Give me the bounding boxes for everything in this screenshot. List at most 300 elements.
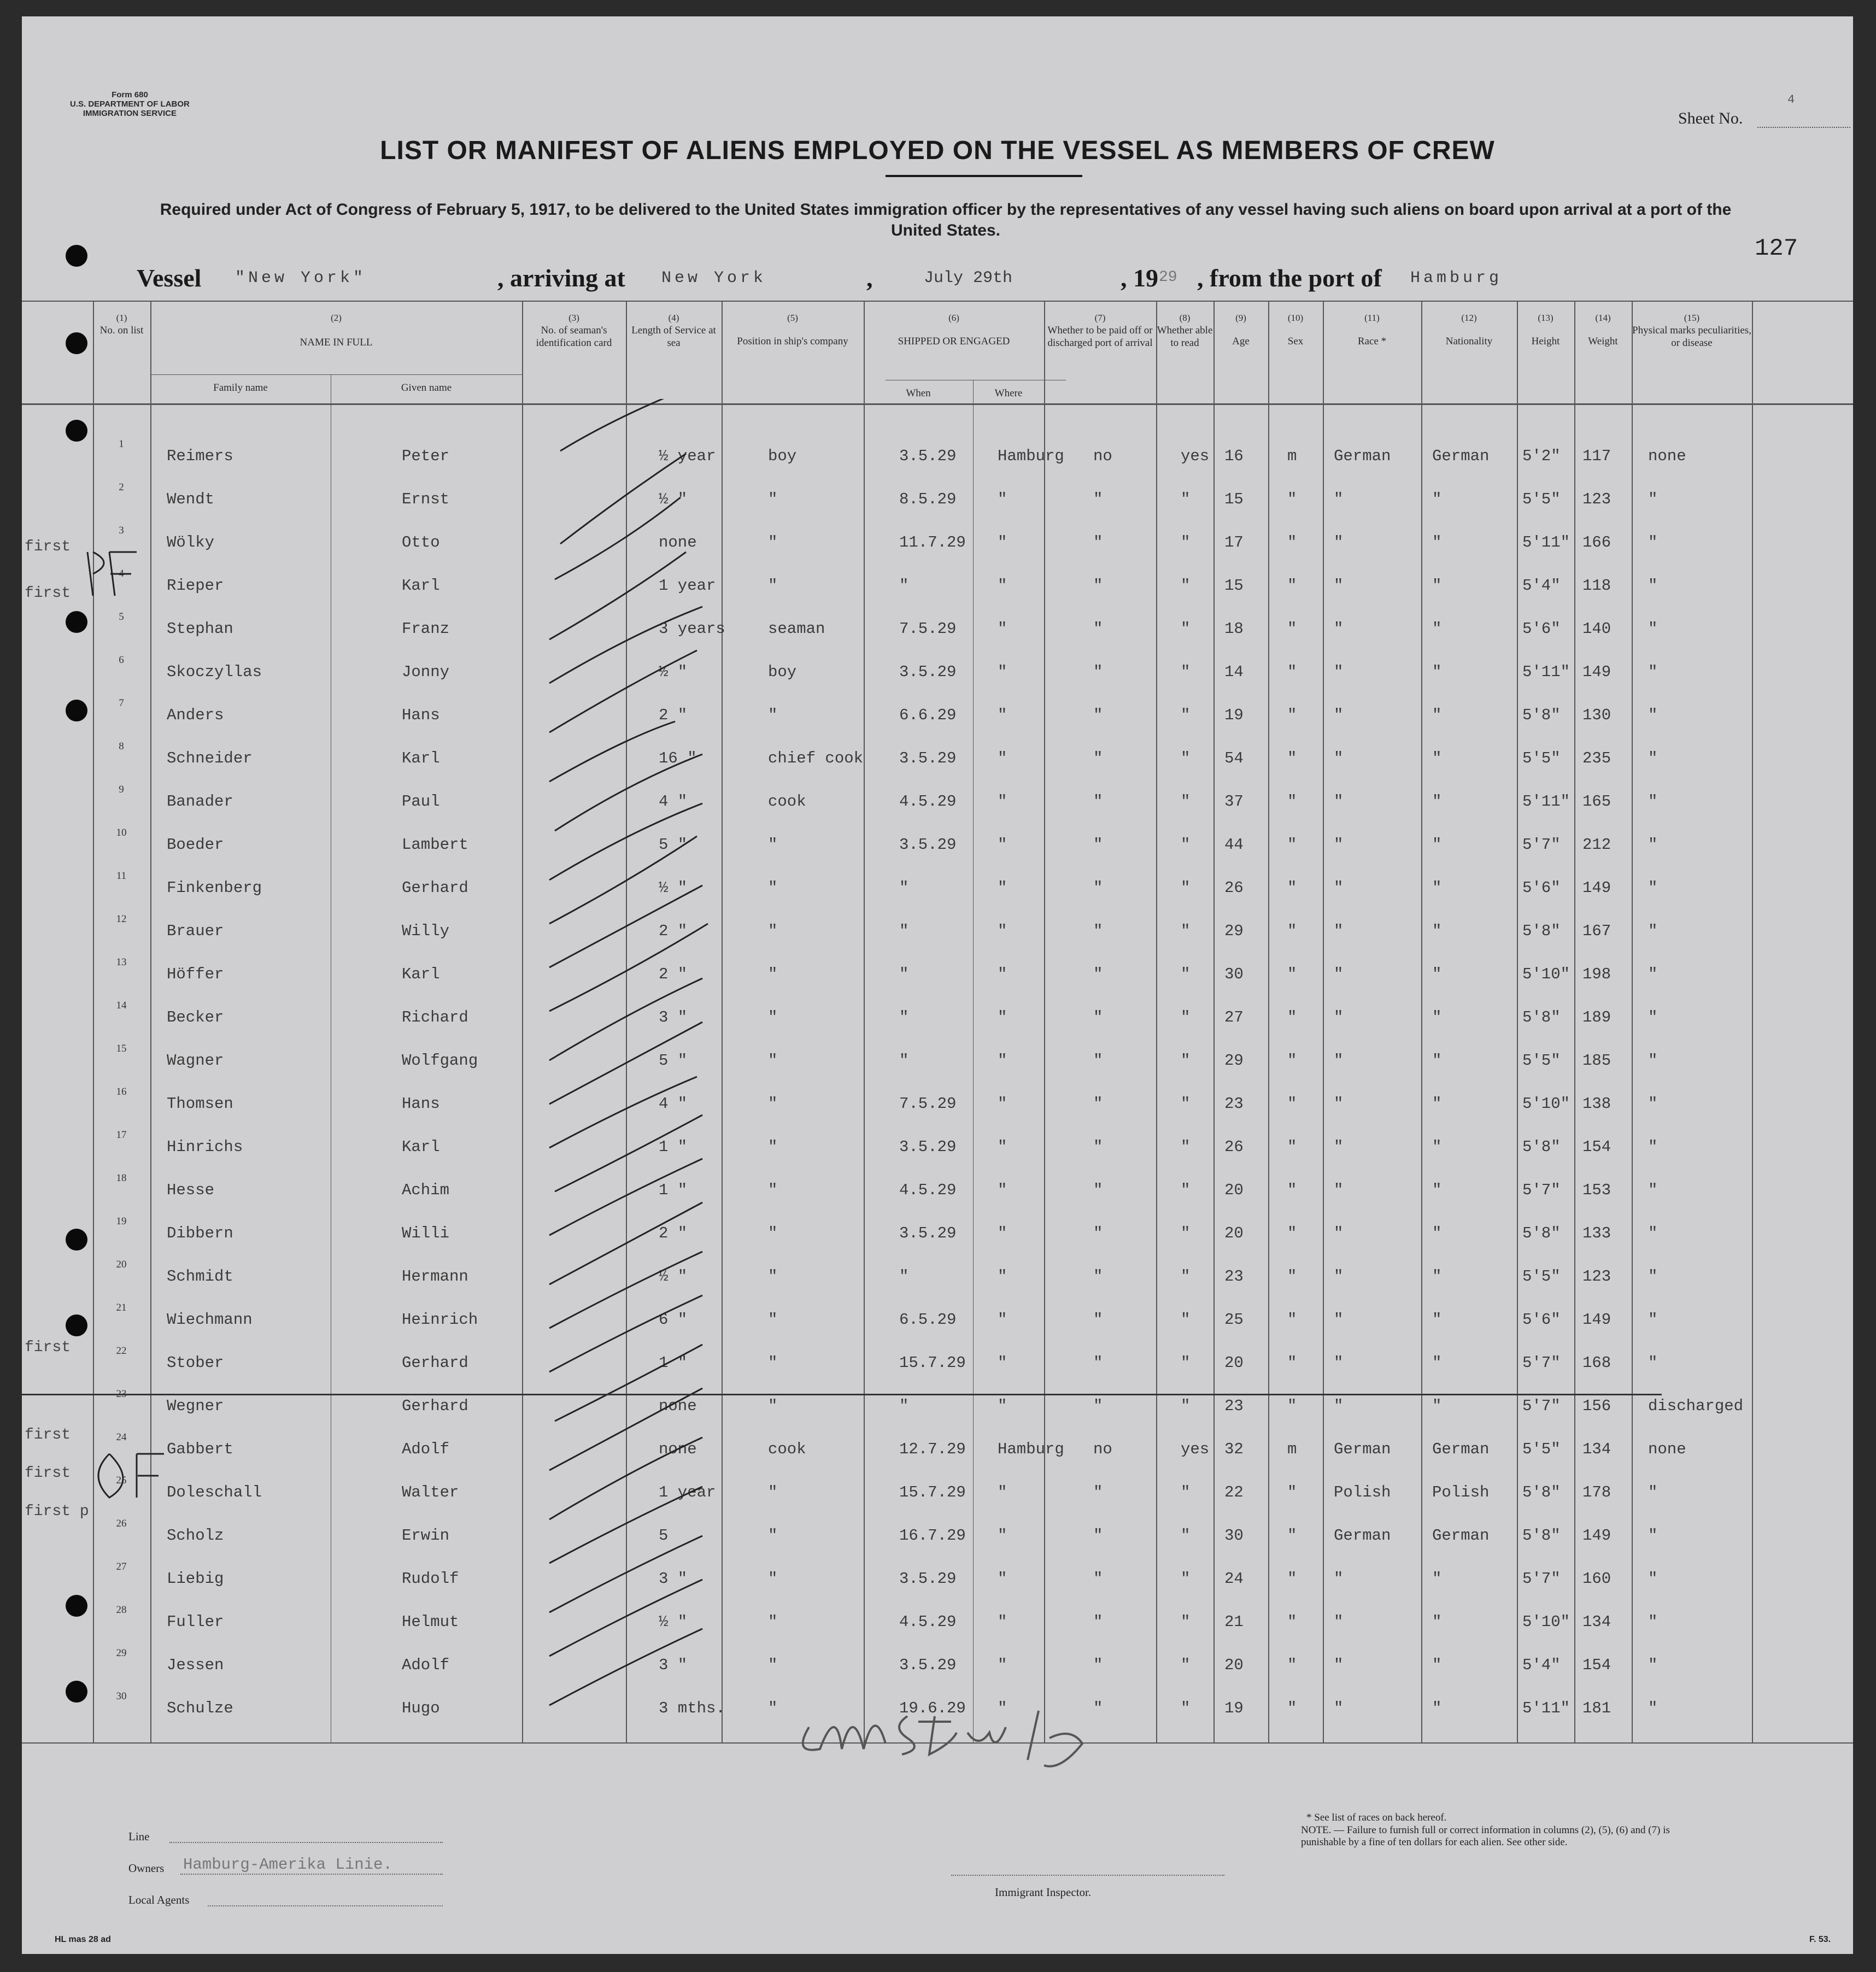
row-number: 15 (116, 1043, 127, 1054)
cell-shipped-where: " (998, 1311, 1007, 1329)
cell-height: 5'6" (1522, 1311, 1561, 1329)
cell-given-name: Richard (402, 1008, 468, 1026)
cell-service-length: ½ " (659, 1613, 688, 1631)
cell-shipped-when: " (899, 965, 909, 983)
cell-race: " (1334, 1224, 1344, 1242)
cell-paid-off: " (1093, 490, 1103, 508)
cell-sex: " (1287, 836, 1297, 854)
cell-race: " (1334, 577, 1344, 595)
cell-service-length: 16 " (659, 749, 697, 767)
cell-weight: 123 (1582, 490, 1611, 508)
cell-race: Polish (1334, 1483, 1391, 1501)
cell-service-length: 6 " (659, 1311, 688, 1329)
cell-family-name: Wiechmann (167, 1311, 253, 1329)
cell-weight: 149 (1582, 1527, 1611, 1545)
cell-nationality: " (1432, 1311, 1442, 1329)
cell-family-name: Rieper (167, 577, 224, 595)
cell-family-name: Schmidt (167, 1267, 233, 1286)
cell-family-name: Reimers (167, 447, 233, 465)
cell-able-to-read: " (1181, 1224, 1191, 1242)
cell-given-name: Gerhard (402, 1397, 468, 1415)
cell-given-name: Hugo (402, 1699, 440, 1717)
cell-able-to-read: " (1181, 490, 1191, 508)
cell-height: 5'8" (1522, 922, 1561, 940)
cell-family-name: Brauer (167, 922, 224, 940)
cell-family-name: Finkenberg (167, 879, 262, 897)
row-number: 14 (116, 1000, 127, 1011)
punch-hole (66, 1595, 87, 1617)
cell-given-name: Karl (402, 577, 440, 595)
cell-sex: " (1287, 879, 1297, 897)
cell-age: 26 (1224, 1138, 1244, 1156)
arriving-label: , arriving at (497, 264, 625, 292)
cell-weight: 149 (1582, 663, 1611, 681)
cell-paid-off: " (1093, 1311, 1103, 1329)
row-number: 13 (116, 956, 127, 968)
cell-shipped-where: " (998, 1483, 1007, 1501)
cell-position: chief cook (768, 749, 864, 767)
cell-height: 5'8" (1522, 1008, 1561, 1026)
cell-height: 5'8" (1522, 1138, 1561, 1156)
cell-height: 5'8" (1522, 1483, 1561, 1501)
cell-sex: " (1287, 1138, 1297, 1156)
cell-given-name: Heinrich (402, 1311, 478, 1329)
cell-height: 5'6" (1522, 620, 1561, 638)
cell-paid-off: " (1093, 663, 1103, 681)
cell-able-to-read: " (1181, 1527, 1191, 1545)
cell-nationality: German (1432, 1440, 1490, 1458)
cell-age: 19 (1224, 1699, 1244, 1717)
cell-service-length: 2 " (659, 922, 688, 940)
cell-shipped-where: Hamburg (998, 447, 1064, 465)
cell-sex: " (1287, 533, 1297, 551)
margin-note-row-22: first (25, 1339, 71, 1356)
cell-given-name: Gerhard (402, 879, 468, 897)
cell-given-name: Jonny (402, 663, 450, 681)
cell-age: 17 (1224, 533, 1244, 551)
cell-shipped-when: 19.6.29 (899, 1699, 966, 1717)
header-id-card: (3) No. of seaman's identification card (536, 313, 612, 349)
cell-race: " (1334, 1095, 1344, 1113)
margin-note-row-3: first (25, 538, 71, 555)
cell-height: 5'5" (1522, 1052, 1561, 1070)
cell-shipped-when: " (899, 1052, 909, 1070)
cell-nationality: " (1432, 965, 1442, 983)
cell-marks: " (1648, 879, 1658, 897)
header-height: (13) Height (1531, 313, 1560, 347)
cell-service-length: 1 " (659, 1138, 688, 1156)
cell-shipped-when: 4.5.29 (899, 1613, 957, 1631)
cell-age: 24 (1224, 1570, 1244, 1588)
cell-marks: none (1648, 447, 1686, 465)
cell-shipped-when: 3.5.29 (899, 836, 957, 854)
cell-able-to-read: " (1181, 620, 1191, 638)
cell-given-name: Hans (402, 706, 440, 724)
cell-given-name: Willy (402, 922, 450, 940)
cell-able-to-read: " (1181, 1267, 1191, 1286)
header-nationality: (12) Nationality (1445, 313, 1493, 347)
cell-able-to-read: " (1181, 577, 1191, 595)
cell-paid-off: " (1093, 879, 1103, 897)
cell-family-name: Gabbert (167, 1440, 233, 1458)
cell-able-to-read: " (1181, 965, 1191, 983)
cell-shipped-where: " (998, 1224, 1007, 1242)
cell-race: " (1334, 1397, 1344, 1415)
cell-height: 5'6" (1522, 879, 1561, 897)
cell-service-length: 5 " (659, 1052, 688, 1070)
punch-hole (66, 1229, 87, 1251)
row-number: 8 (119, 741, 124, 752)
cell-shipped-when: 3.5.29 (899, 749, 957, 767)
cell-marks: " (1648, 836, 1658, 854)
cell-age: 30 (1224, 1527, 1244, 1545)
cell-race: " (1334, 836, 1344, 854)
cell-family-name: Dibbern (167, 1224, 233, 1242)
cell-shipped-when: " (899, 577, 909, 595)
cell-race: " (1334, 749, 1344, 767)
cell-weight: 178 (1582, 1483, 1611, 1501)
cell-service-length: 5 (659, 1527, 669, 1545)
cell-service-length: 3 " (659, 1008, 688, 1026)
cell-sex: " (1287, 1656, 1297, 1674)
page-subtitle: Required under Act of Congress of February 5, 1917, to be delivered to the United States immigration officer by the representatives of any vessel having such aliens on board upon arrival at a port of the United States. (160, 201, 1732, 239)
owners-value: Hamburg-Amerika Linie. (183, 1856, 392, 1874)
header-no: (1) No. on list (99, 313, 144, 336)
cell-able-to-read: " (1181, 1095, 1191, 1113)
cell-nationality: " (1432, 1656, 1442, 1674)
cell-position: " (768, 1397, 778, 1415)
cell-service-length: 3 " (659, 1656, 688, 1674)
cell-height: 5'5" (1522, 1440, 1561, 1458)
cell-marks: " (1648, 577, 1658, 595)
cell-shipped-when: 7.5.29 (899, 1095, 957, 1113)
cell-race: " (1334, 620, 1344, 638)
cell-race: " (1334, 965, 1344, 983)
cell-weight: 130 (1582, 706, 1611, 724)
cell-nationality: German (1432, 447, 1490, 465)
cell-shipped-when: 6.6.29 (899, 706, 957, 724)
cell-marks: " (1648, 793, 1658, 811)
cell-position: " (768, 1570, 778, 1588)
cell-shipped-when: 8.5.29 (899, 490, 957, 508)
header-position: (5) Position in ship's company (737, 313, 848, 347)
cell-given-name: Adolf (402, 1656, 450, 1674)
cell-age: 23 (1224, 1267, 1244, 1286)
cell-age: 37 (1224, 793, 1244, 811)
cell-marks: " (1648, 1181, 1658, 1199)
cell-shipped-when: " (899, 1267, 909, 1286)
cell-family-name: Becker (167, 1008, 224, 1026)
cell-height: 5'7" (1522, 1354, 1561, 1372)
header-given-name: Given name (401, 382, 452, 394)
cell-shipped-where: " (998, 1354, 1007, 1372)
cell-nationality: Polish (1432, 1483, 1490, 1501)
cell-position: " (768, 1138, 778, 1156)
cell-position: " (768, 836, 778, 854)
cell-position: boy (768, 663, 797, 681)
cell-paid-off: " (1093, 922, 1103, 940)
cell-able-to-read: " (1181, 879, 1191, 897)
cell-age: 19 (1224, 706, 1244, 724)
cell-nationality: " (1432, 749, 1442, 767)
cell-race: " (1334, 533, 1344, 551)
cell-position: " (768, 1483, 778, 1501)
cell-paid-off: " (1093, 1181, 1103, 1199)
cell-age: 20 (1224, 1354, 1244, 1372)
cell-sex: m (1287, 447, 1297, 465)
cell-race: " (1334, 1699, 1344, 1717)
cell-height: 5'4" (1522, 577, 1561, 595)
cell-age: 32 (1224, 1440, 1244, 1458)
cell-shipped-where: " (998, 1613, 1007, 1631)
cell-service-length: 1 year (659, 577, 716, 595)
cell-weight: 140 (1582, 620, 1611, 638)
cell-service-length: 1 " (659, 1181, 688, 1199)
cell-shipped-where: " (998, 1095, 1007, 1113)
cell-position: " (768, 922, 778, 940)
cell-age: 27 (1224, 1008, 1244, 1026)
cell-able-to-read: " (1181, 1354, 1191, 1372)
cell-shipped-where: " (998, 1527, 1007, 1545)
header-shipped: (6) SHIPPED OR ENGAGED (898, 313, 1010, 347)
header-where: Where (994, 388, 1023, 399)
cell-family-name: Wagner (167, 1052, 224, 1070)
cell-shipped-where: " (998, 879, 1007, 897)
cell-able-to-read: " (1181, 663, 1191, 681)
cell-race: " (1334, 1354, 1344, 1372)
cell-marks: " (1648, 1095, 1658, 1113)
arrival-date: July 29th (924, 269, 1013, 287)
cell-family-name: Thomsen (167, 1095, 233, 1113)
cell-family-name: Fuller (167, 1613, 224, 1631)
cell-position: " (768, 1613, 778, 1631)
cell-height: 5'7" (1522, 1181, 1561, 1199)
header-name: (2) NAME IN FULL (300, 313, 373, 348)
cell-given-name: Peter (402, 447, 450, 465)
form-number: Form 680 (112, 90, 148, 99)
cell-shipped-when: 15.7.29 (899, 1483, 966, 1501)
cell-sex: " (1287, 620, 1297, 638)
cell-paid-off: " (1093, 1354, 1103, 1372)
cell-nationality: " (1432, 1699, 1442, 1717)
cell-marks: " (1648, 1699, 1658, 1717)
cell-nationality: " (1432, 1138, 1442, 1156)
cell-sex: " (1287, 922, 1297, 940)
cell-able-to-read: " (1181, 1570, 1191, 1588)
inspector-signature (787, 1683, 1142, 1782)
cell-shipped-when: 3.5.29 (899, 663, 957, 681)
cell-able-to-read: " (1181, 793, 1191, 811)
cell-position: " (768, 1311, 778, 1329)
header-service: (4) Length of Service at sea (631, 313, 716, 349)
cell-family-name: Skoczyllas (167, 663, 262, 681)
cell-position: cook (768, 793, 806, 811)
cell-able-to-read: " (1181, 1699, 1191, 1717)
cell-able-to-read: " (1181, 1052, 1191, 1070)
cell-nationality: German (1432, 1527, 1490, 1545)
cell-sex: " (1287, 490, 1297, 508)
cell-paid-off: " (1093, 1527, 1103, 1545)
cell-given-name: Karl (402, 1138, 440, 1156)
cell-weight: 156 (1582, 1397, 1611, 1415)
header-paid-off: (7) Whether to be paid off or discharged port of arrival (1047, 313, 1153, 349)
cell-paid-off: " (1093, 965, 1103, 983)
cell-position: " (768, 1354, 778, 1372)
cell-age: 54 (1224, 749, 1244, 767)
cell-marks: " (1648, 490, 1658, 508)
cell-able-to-read: " (1181, 1181, 1191, 1199)
cell-nationality: " (1432, 577, 1442, 595)
cell-race: " (1334, 1138, 1344, 1156)
punch-hole (66, 700, 87, 721)
cell-position: " (768, 1181, 778, 1199)
cell-sex: " (1287, 1483, 1297, 1501)
manifest-sheet (22, 16, 1853, 1954)
cell-able-to-read: " (1181, 749, 1191, 767)
cell-given-name: Otto (402, 533, 440, 551)
cell-height: 5'7" (1522, 1570, 1561, 1588)
cell-given-name: Karl (402, 749, 440, 767)
cell-sex: " (1287, 577, 1297, 595)
vessel-label: Vessel (137, 264, 202, 292)
cell-able-to-read: " (1181, 1311, 1191, 1329)
cell-height: 5'11" (1522, 793, 1570, 811)
cell-sex: " (1287, 793, 1297, 811)
races-footnote: * See list of races on back hereof. (1306, 1812, 1447, 1823)
cell-given-name: Helmut (402, 1613, 459, 1631)
cell-nationality: " (1432, 706, 1442, 724)
row-number: 10 (116, 827, 127, 838)
cell-shipped-where: " (998, 706, 1007, 724)
cell-age: 15 (1224, 577, 1244, 595)
header-sex: (10) Sex (1287, 313, 1304, 347)
cell-shipped-when: 4.5.29 (899, 1181, 957, 1199)
row-number: 25 (116, 1475, 127, 1486)
cell-age: 20 (1224, 1656, 1244, 1674)
cell-given-name: Wolfgang (402, 1052, 478, 1070)
cell-sex: " (1287, 965, 1297, 983)
cell-nationality: " (1432, 1181, 1442, 1199)
punch-hole (66, 1681, 87, 1703)
header-marks: (15) Physical marks peculiarities, or disease (1632, 313, 1751, 349)
cell-family-name: Höffer (167, 965, 224, 983)
cell-weight: 153 (1582, 1181, 1611, 1199)
sheet-label: Sheet No. (1678, 109, 1743, 127)
row-number: 3 (119, 525, 124, 536)
cell-age: 44 (1224, 836, 1244, 854)
cell-age: 22 (1224, 1483, 1244, 1501)
cell-marks: " (1648, 1656, 1658, 1674)
cell-family-name: Banader (167, 793, 233, 811)
row-number: 29 (116, 1647, 127, 1659)
inspector-field (951, 1875, 1224, 1876)
cell-weight: 149 (1582, 879, 1611, 897)
cell-family-name: Scholz (167, 1527, 224, 1545)
cell-race: " (1334, 922, 1344, 940)
cell-service-length: 2 " (659, 1224, 688, 1242)
cell-nationality: " (1432, 1613, 1442, 1631)
cell-nationality: " (1432, 1008, 1442, 1026)
cell-family-name: Wegner (167, 1397, 224, 1415)
cell-service-length: none (659, 1440, 697, 1458)
cell-race: " (1334, 1570, 1344, 1588)
cell-position: " (768, 1527, 778, 1545)
header-race: (11) Race * (1357, 313, 1387, 347)
cell-marks: " (1648, 1224, 1658, 1242)
cell-family-name: Jessen (167, 1656, 224, 1674)
cell-given-name: Willi (402, 1224, 450, 1242)
cell-able-to-read: " (1181, 1656, 1191, 1674)
cell-weight: 189 (1582, 1008, 1611, 1026)
cell-paid-off: " (1093, 793, 1103, 811)
cell-weight: 165 (1582, 793, 1611, 811)
cell-position: " (768, 879, 778, 897)
cell-paid-off: " (1093, 1095, 1103, 1113)
cell-marks: " (1648, 1354, 1658, 1372)
cell-marks: " (1648, 706, 1658, 724)
cell-nationality: " (1432, 793, 1442, 811)
page-title: LIST OR MANIFEST OF ALIENS EMPLOYED ON THE VESSEL AS MEMBERS OF CREW (380, 136, 1495, 165)
cell-shipped-when: 6.5.29 (899, 1311, 957, 1329)
handwritten-initials-top (77, 541, 153, 607)
cell-age: 23 (1224, 1095, 1244, 1113)
cell-family-name: Anders (167, 706, 224, 724)
cell-position: seaman (768, 620, 825, 638)
cell-shipped-when: 7.5.29 (899, 620, 957, 638)
cell-sex: " (1287, 1354, 1297, 1372)
cell-sex: " (1287, 1052, 1297, 1070)
cell-position: cook (768, 1440, 806, 1458)
department: U.S. DEPARTMENT OF LABOR (70, 99, 190, 109)
cell-shipped-where: " (998, 577, 1007, 595)
cell-race: " (1334, 879, 1344, 897)
cell-paid-off: " (1093, 1699, 1103, 1717)
cell-weight: 133 (1582, 1224, 1611, 1242)
cell-nationality: " (1432, 1095, 1442, 1113)
row-number: 6 (119, 654, 124, 666)
cell-height: 5'8" (1522, 706, 1561, 724)
cell-paid-off: " (1093, 1397, 1103, 1415)
punch-hole (66, 245, 87, 267)
punch-hole (66, 611, 87, 633)
cell-shipped-when: " (899, 1397, 909, 1415)
cell-sex: " (1287, 749, 1297, 767)
cell-race: " (1334, 663, 1344, 681)
cell-given-name: Walter (402, 1483, 459, 1501)
cell-given-name: Hans (402, 1095, 440, 1113)
cell-height: 5'2" (1522, 447, 1561, 465)
cell-family-name: Doleschall (167, 1483, 262, 1501)
cell-weight: 160 (1582, 1570, 1611, 1588)
cell-race: German (1334, 1527, 1391, 1545)
fine-notice: NOTE. — Failure to furnish full or correct information in columns (2), (5), (6) and (7) is punishable by a fine of ten dollars for each alien. See other side. (1301, 1824, 1670, 1848)
cell-height: 5'10" (1522, 1095, 1570, 1113)
cell-paid-off: " (1093, 1224, 1103, 1242)
cell-marks: " (1648, 1527, 1658, 1545)
cell-nationality: " (1432, 1354, 1442, 1372)
cell-age: 14 (1224, 663, 1244, 681)
cell-weight: 167 (1582, 922, 1611, 940)
cell-race: " (1334, 793, 1344, 811)
cell-position: " (768, 1267, 778, 1286)
cell-age: 26 (1224, 879, 1244, 897)
row-number: 21 (116, 1302, 127, 1313)
cell-age: 25 (1224, 1311, 1244, 1329)
immigrant-inspector-label: Immigrant Inspector. (995, 1886, 1092, 1899)
year-prefix: , 19 (1121, 264, 1158, 292)
header-weight: (14) Weight (1588, 313, 1618, 347)
cell-able-to-read: " (1181, 836, 1191, 854)
